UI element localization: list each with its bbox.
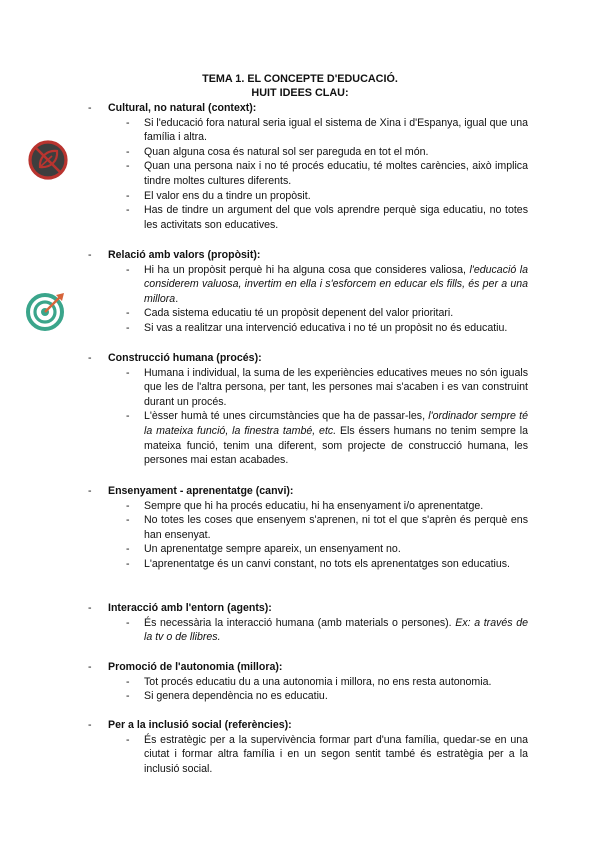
list-item: [88, 542, 528, 557]
bullet-dash: -: [88, 602, 92, 614]
section-heading: [88, 248, 528, 263]
list-item: [88, 145, 528, 160]
bullet-dash: -: [126, 557, 130, 570]
list-item: [88, 263, 528, 307]
heading-text: Cultural, no natural (context):: [108, 102, 257, 114]
section-ensenyament: [88, 484, 528, 572]
bullet-dash: -: [126, 690, 130, 703]
bullet-dash: -: [126, 204, 130, 217]
item-emphasis: l'ordinador sempre té la mateixa funció, la finestra també, etc.: [144, 410, 528, 437]
list-item: [88, 675, 528, 690]
item-text: És estratègic per a la supervivència formar part d'una família, quedar-se en una ciutat i formar altra família i en un segon sentit també és estratègia per a la inclusió social.: [144, 733, 528, 775]
item-emphasis: l'educació la considerem valuosa, invertim en ella i s'esforcem en educar els fills, és per a una millora: [144, 263, 528, 305]
item-text-after: .: [175, 292, 179, 305]
section-construccio: [88, 351, 528, 468]
item-list: [88, 263, 528, 336]
list-item: [88, 116, 528, 145]
section-heading: [88, 660, 528, 675]
heading-text: Interacció amb l'entorn (agents):: [108, 602, 272, 614]
list-item: [88, 513, 528, 542]
item-list: [88, 116, 528, 233]
bullet-dash: -: [126, 543, 130, 556]
item-text: Humana i individual, la suma de les experiències educatives meues no són iguals que les de l'altra persona, per tant, les persones mai s'acaben i es van construint durant un procés.: [144, 366, 528, 408]
list-item: [88, 689, 528, 704]
item-text: No totes les coses que ensenyem s'aprenen, ni tot el que s'aprèn és perquè ens han ensenyat.: [144, 514, 528, 541]
page-title-line-1: TEMA 1. EL CONCEPTE D'EDUCACIÓ.: [202, 73, 398, 85]
list-item: [88, 203, 528, 232]
bullet-dash: -: [88, 249, 92, 261]
bullet-dash: -: [88, 485, 92, 497]
item-text: Quan una persona naix i no té procés educatiu, té moltes carències, això implica tindre moltes cultures diferents.: [144, 160, 528, 187]
item-emphasis: Ex: a través de la tv o de llibres.: [144, 616, 528, 644]
item-text: L'aprenentatge és un canvi constant, no tots els aprenentatges son educatius.: [144, 557, 510, 570]
heading-text: Relació amb valors (propòsit):: [108, 249, 261, 261]
bullet-dash: -: [88, 352, 92, 364]
section-inclusio: [88, 718, 528, 776]
item-text: És necessària la interacció humana (amb materials o persones).: [144, 616, 456, 629]
bullet-dash: -: [126, 263, 130, 276]
page-title-line-2: HUIT IDEES CLAU:: [251, 87, 349, 99]
bullet-dash: -: [126, 410, 130, 423]
item-list: [88, 616, 528, 645]
list-item: [88, 557, 528, 572]
target-arrow-shaft: [45, 297, 60, 312]
item-text: Hi ha un propòsit perquè hi ha alguna cosa que consideres valiosa,: [144, 263, 470, 276]
bullet-dash: -: [126, 321, 130, 334]
item-text: L'èsser humà té unes circumstàncies que ha de passar-les,: [144, 410, 429, 423]
section-valors: [88, 248, 528, 336]
item-text: Si l'educació fora natural seria igual el sistema de Xina i d'Espanya, igual que una família i altra.: [144, 116, 528, 144]
bullet-dash: -: [126, 514, 130, 527]
item-list: [88, 499, 528, 572]
bullet-dash: -: [126, 675, 130, 688]
list-item: [88, 366, 528, 410]
heading-text: Promoció de l'autonomia (millora):: [108, 661, 283, 673]
item-list: [88, 733, 528, 777]
item-text: Si vas a realitzar una intervenció educativa i no té un propòsit no és educatiu.: [144, 321, 508, 334]
bullet-dash: -: [126, 116, 130, 129]
section-cultural: [88, 101, 528, 232]
item-text: Un aprenentatge sempre apareix, un ensenyament no.: [144, 543, 401, 556]
item-text: Tot procés educatiu du a una autonomia i millora, no ens resta autonomia.: [144, 675, 492, 688]
bullet-dash: -: [88, 102, 92, 114]
item-text: Cada sistema educatiu té un propòsit depenent del valor prioritari.: [144, 307, 454, 320]
item-text: Sempre que hi ha procés educatiu, hi ha ensenyament i/o aprenentatge.: [144, 499, 484, 512]
heading-text: Ensenyament - aprenentatge (canvi):: [108, 485, 294, 497]
bullet-dash: -: [126, 366, 130, 379]
bullet-dash: -: [88, 661, 92, 673]
item-text: Quan alguna cosa és natural sol ser pareguda en tot el món.: [144, 145, 429, 158]
target-icon: [25, 289, 69, 333]
list-item: [88, 499, 528, 514]
section-heading: [88, 718, 528, 733]
list-item: [88, 321, 528, 336]
item-text: El valor ens du a tindre un propòsit.: [144, 189, 311, 202]
section-autonomia: [88, 660, 528, 704]
no-leaf-icon: [27, 139, 69, 181]
list-item: [88, 733, 528, 777]
item-text-after: Els éssers humans no tenim sempre la mateixa funció, tenim una diferent, som projecte de construcció humana, les persones mai estan acabades.: [144, 424, 528, 467]
section-interaccio: [88, 601, 528, 645]
list-item: [88, 306, 528, 321]
section-heading: [88, 101, 528, 116]
bullet-dash: -: [126, 189, 130, 202]
section-heading: [88, 601, 528, 616]
heading-text: Construcció humana (procés):: [108, 352, 262, 364]
bullet-dash: -: [126, 145, 130, 158]
list-item: [88, 409, 528, 467]
list-item: [88, 616, 528, 645]
list-item: [88, 189, 528, 204]
section-heading: [88, 484, 528, 499]
bullet-dash: -: [88, 719, 92, 731]
item-list: [88, 366, 528, 468]
item-list: [88, 675, 528, 704]
bullet-dash: -: [126, 499, 130, 512]
heading-text: Per a la inclusió social (referències):: [108, 719, 292, 731]
section-heading: [88, 351, 528, 366]
bullet-dash: -: [126, 733, 130, 746]
item-text: Si genera dependència no es educatiu.: [144, 690, 328, 703]
bullet-dash: -: [126, 160, 130, 173]
list-item: [88, 159, 528, 188]
bullet-dash: -: [126, 307, 130, 320]
bullet-dash: -: [126, 616, 130, 629]
item-text: Has de tindre un argument del que vols aprendre perquè siga educatiu, no totes les activitats son educatives.: [144, 204, 528, 231]
